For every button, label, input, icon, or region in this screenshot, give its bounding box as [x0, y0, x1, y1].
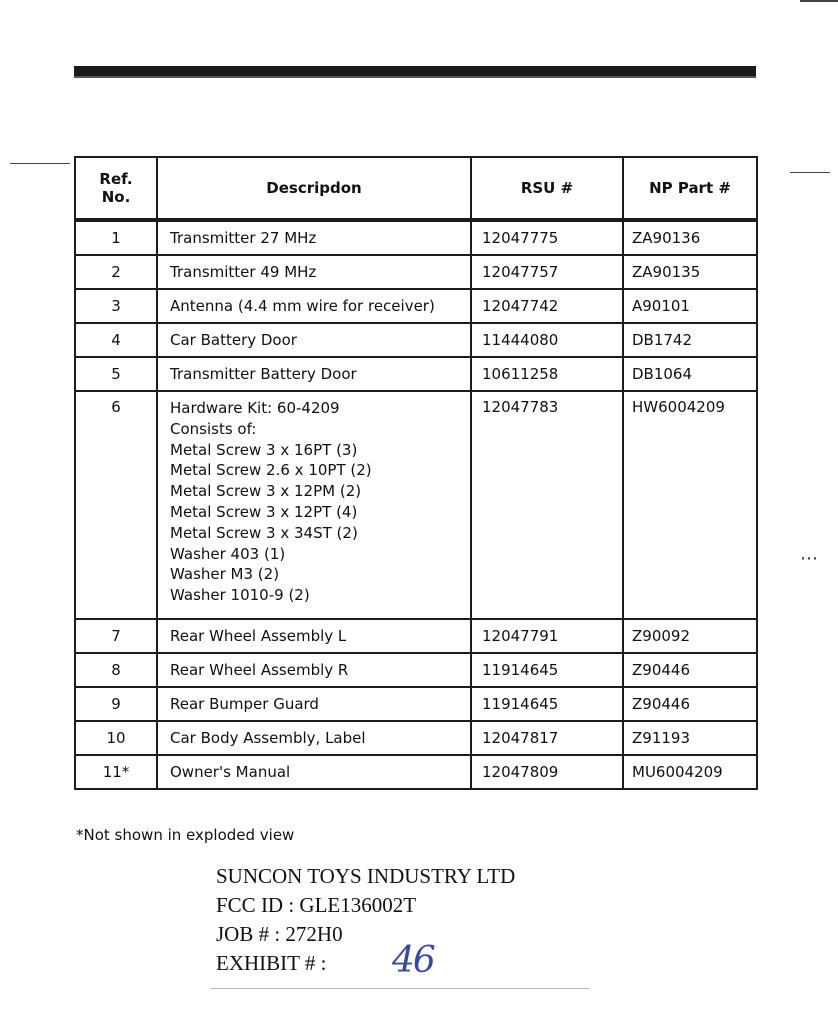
description-cell: Rear Wheel Assembly R — [157, 653, 471, 687]
rsu-cell: 12047757 — [471, 255, 623, 289]
parts-table — [74, 156, 758, 790]
rsu-cell: 11444080 — [471, 323, 623, 357]
kit-line: Metal Screw 3 x 12PM (2) — [170, 482, 362, 501]
company-stamp — [216, 862, 515, 978]
ref-cell: 6 — [75, 391, 157, 619]
description-cell — [157, 391, 471, 619]
ref-cell: 3 — [75, 289, 157, 323]
hardware-kit-list — [170, 398, 470, 606]
ref-cell: 10 — [75, 721, 157, 755]
ref-cell: 11* — [75, 755, 157, 789]
table-row — [75, 653, 757, 687]
rsu-cell: 12047783 — [471, 391, 623, 619]
np-cell: DB1742 — [623, 323, 757, 357]
np-cell: Z91193 — [623, 721, 757, 755]
table-row — [75, 687, 757, 721]
ref-cell: 1 — [75, 220, 157, 255]
description-cell: Transmitter 49 MHz — [157, 255, 471, 289]
description-cell: Owner's Manual — [157, 755, 471, 789]
table-row — [75, 755, 757, 789]
rsu-cell: 11914645 — [471, 653, 623, 687]
ref-cell: 8 — [75, 653, 157, 687]
kit-line: Washer 1010-9 (2) — [170, 586, 310, 605]
stamp-job-number: JOB # : 272H0 — [216, 922, 343, 946]
kit-line: Washer 403 (1) — [170, 544, 286, 563]
table-row-hardware-kit — [75, 391, 757, 619]
kit-line: Metal Screw 3 x 12PT (4) — [170, 502, 358, 521]
stamp-exhibit-label: EXHIBIT # : — [216, 951, 327, 975]
np-cell: Z90446 — [623, 653, 757, 687]
header-description: Descripdon — [157, 157, 471, 220]
table-row — [75, 255, 757, 289]
kit-line: Consists of: — [170, 419, 257, 438]
description-cell: Rear Bumper Guard — [157, 687, 471, 721]
header-ref-label: Ref. No. — [99, 170, 133, 206]
description-cell: Rear Wheel Assembly L — [157, 619, 471, 653]
stamp-underline — [210, 988, 590, 989]
kit-line: Washer M3 (2) — [170, 565, 280, 584]
rsu-cell: 12047775 — [471, 220, 623, 255]
description-cell: Car Battery Door — [157, 323, 471, 357]
description-cell: Transmitter 27 MHz — [157, 220, 471, 255]
np-cell: DB1064 — [623, 357, 757, 391]
description-cell: Antenna (4.4 mm wire for receiver) — [157, 289, 471, 323]
np-cell: Z90446 — [623, 687, 757, 721]
ref-cell: 7 — [75, 619, 157, 653]
kit-line: Metal Screw 3 x 34ST (2) — [170, 523, 358, 542]
header-ref — [75, 157, 157, 220]
ref-cell: 9 — [75, 687, 157, 721]
description-cell: Transmitter Battery Door — [157, 357, 471, 391]
margin-mark-icon: ⋯ — [800, 548, 818, 569]
np-cell: ZA90135 — [623, 255, 757, 289]
table-row — [75, 357, 757, 391]
table-row — [75, 721, 757, 755]
ref-cell: 5 — [75, 357, 157, 391]
ref-cell: 4 — [75, 323, 157, 357]
np-cell: HW6004209 — [623, 391, 757, 619]
kit-line: Hardware Kit: 60-4209 — [170, 399, 340, 417]
np-cell: MU6004209 — [623, 755, 757, 789]
scan-speck — [800, 0, 838, 2]
np-cell: ZA90136 — [623, 220, 757, 255]
rsu-cell: 10611258 — [471, 357, 623, 391]
kit-line: Metal Screw 3 x 16PT (3) — [170, 440, 358, 459]
ref-cell: 2 — [75, 255, 157, 289]
table-header-row — [75, 157, 757, 220]
top-rule — [74, 66, 756, 78]
stamp-fcc-id: FCC ID : GLE136002T — [216, 893, 417, 917]
scan-speck — [790, 172, 830, 173]
header-np: NP Part # — [623, 157, 757, 220]
table-row — [75, 289, 757, 323]
np-cell: A90101 — [623, 289, 757, 323]
table-row — [75, 323, 757, 357]
np-cell: Z90092 — [623, 619, 757, 653]
exhibit-number-handwritten: 46 — [392, 940, 434, 981]
rsu-cell: 11914645 — [471, 687, 623, 721]
table-row — [75, 220, 757, 255]
rsu-cell: 12047791 — [471, 619, 623, 653]
header-rsu: RSU # — [471, 157, 623, 220]
footnote: *Not shown in exploded view — [76, 826, 295, 844]
rsu-cell: 12047742 — [471, 289, 623, 323]
scan-speck — [10, 163, 70, 164]
rsu-cell: 12047809 — [471, 755, 623, 789]
stamp-company: SUNCON TOYS INDUSTRY LTD — [216, 864, 516, 888]
rsu-cell: 12047817 — [471, 721, 623, 755]
kit-line: Metal Screw 2.6 x 10PT (2) — [170, 461, 372, 480]
description-cell: Car Body Assembly, Label — [157, 721, 471, 755]
table-row — [75, 619, 757, 653]
